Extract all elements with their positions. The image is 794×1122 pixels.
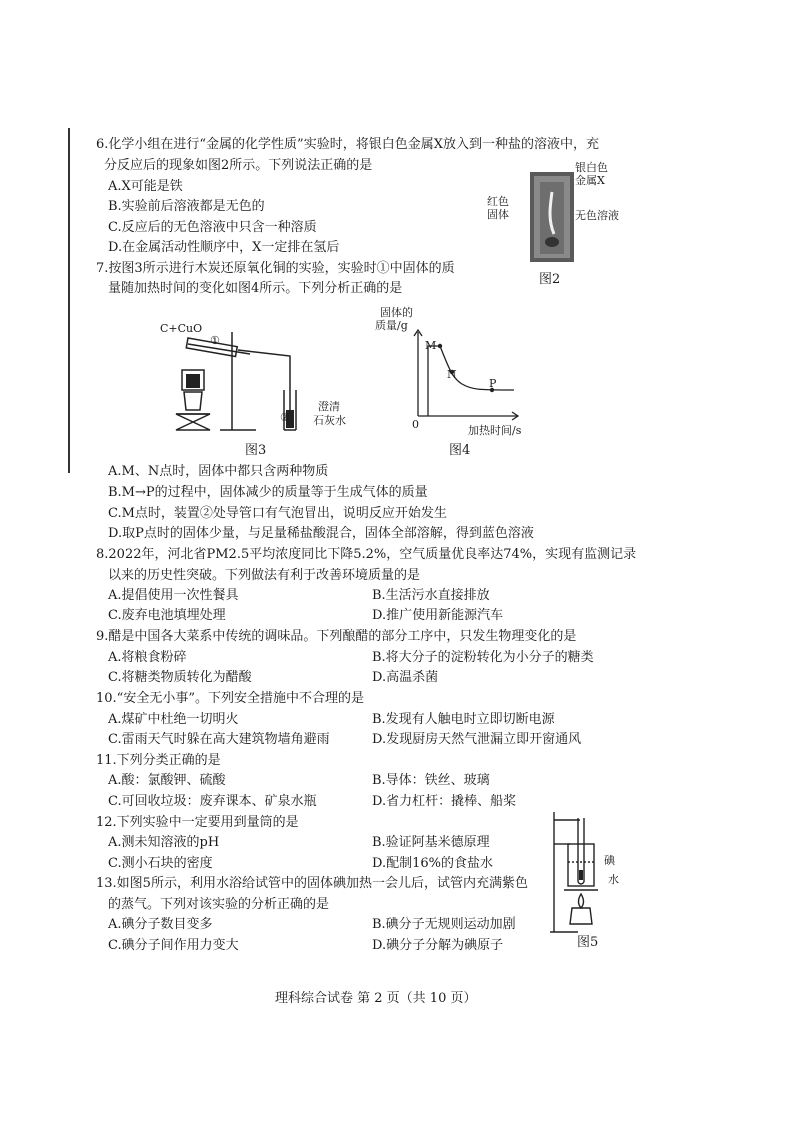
q10-option-b: B.发现有人触电时立即切断电源 xyxy=(372,712,555,727)
q8-option-c: C.废弃电池填埋处理 xyxy=(108,608,226,623)
fig4-curve xyxy=(428,346,514,416)
q13-option-a: A.碘分子数目变多 xyxy=(108,917,213,932)
fig2-caption: 图2 xyxy=(539,272,561,287)
q9-option-a: A.将粮食粉碎 xyxy=(108,650,187,665)
fig4-origin: 0 xyxy=(412,418,419,431)
q7-option-c: C.M点时，装置②处导管口有气泡冒出，说明反应开始发生 xyxy=(108,506,447,521)
figure-3-apparatus xyxy=(160,330,320,440)
q7-stem-line2: 量随加热时间的变化如图4所示。下列分析正确的是 xyxy=(108,281,403,296)
q6-option-d: D.在金属活动性顺序中，X一定排在氢后 xyxy=(108,240,340,255)
q11-option-a: A.酸：氯酸钾、硫酸 xyxy=(108,773,226,788)
fig4-point-m xyxy=(438,344,442,348)
figure-2-photo xyxy=(530,172,574,262)
q6-option-c: C.反应后的无色溶液中只含一种溶质 xyxy=(108,220,317,235)
fig3-label-reagent: C+CuO xyxy=(160,322,203,335)
q10-option-d: D.发现厨房天然气泄漏立即开窗通风 xyxy=(372,732,582,747)
q6-stem-line1: 6.化学小组在进行“金属的化学性质”实验时，将银白色金属X放入到一种盐的溶液中，充 xyxy=(96,137,599,152)
q11-option-c: C.可回收垃圾：废弃课本、矿泉水瓶 xyxy=(108,794,317,809)
q13-stem-line2: 的蒸气。下列对该实验的分析正确的是 xyxy=(108,897,330,912)
fig4-label-m: M xyxy=(425,339,437,352)
fig4-caption: 图4 xyxy=(449,443,471,458)
q9-option-d: D.高温杀菌 xyxy=(372,670,439,685)
fig4-ylabel-2: 质量/g xyxy=(375,319,408,332)
q13-option-d: D.碘分子分解为碘原子 xyxy=(372,938,504,953)
page-footer: 理科综合试卷 第 2 页（共 10 页） xyxy=(275,991,477,1006)
q6-option-b: B.实验前后溶液都是无色的 xyxy=(108,199,265,214)
fig2-label-solution: 无色溶液 xyxy=(575,209,619,222)
fig5-label-water: 水 xyxy=(608,873,619,886)
figure-4-graph xyxy=(400,326,530,426)
q9-option-b: B.将大分子的淀粉转化为小分子的糖类 xyxy=(372,650,594,665)
q12-stem: 12.下列实验中一定要用到量筒的是 xyxy=(96,815,299,830)
fig2-label-solid: 固体 xyxy=(487,208,509,221)
fig3-caption: 图3 xyxy=(245,443,267,458)
q13-option-b: B.碘分子无规则运动加剧 xyxy=(372,917,516,932)
q7-stem-line1: 7.按图3所示进行木炭还原氧化铜的实验，实验时①中固体的质 xyxy=(96,261,455,276)
q11-option-d: D.省力杠杆：撬棒、船桨 xyxy=(372,794,517,809)
q12-option-d: D.配制16%的食盐水 xyxy=(372,856,493,871)
q7-option-a: A.M、N点时，固体中都只含两种物质 xyxy=(108,464,329,479)
fig3-label-lime-2: 石灰水 xyxy=(313,414,346,427)
fig2-label-metal-x: 金属X xyxy=(575,174,605,187)
fig4-label-p: P xyxy=(489,377,497,390)
fig3-label-1: ① xyxy=(210,334,220,347)
q7-option-d: D.取P点时的固体少量，与足量稀盐酸混合，固体全部溶解，得到蓝色溶液 xyxy=(108,526,534,541)
q12-option-a: A.测未知溶液的pH xyxy=(108,835,220,850)
margin-line xyxy=(68,128,70,473)
q13-stem-line1: 13.如图5所示，利用水浴给试管中的固体碘加热一会儿后，试管内充满紫色 xyxy=(96,876,528,891)
q11-option-b: B.导体：铁丝、玻璃 xyxy=(372,773,490,788)
fig5-label-iodine: 碘 xyxy=(604,854,615,867)
fig2-label-red: 红色 xyxy=(487,195,509,208)
figure-5-apparatus xyxy=(548,808,612,936)
fig4-label-n: N xyxy=(447,368,457,381)
q9-stem: 9.醋是中国各大菜系中传统的调味品。下列酿醋的部分工序中，只发生物理变化的是 xyxy=(96,629,577,644)
q13-option-c: C.碘分子间作用力变大 xyxy=(108,938,239,953)
fig4-ylabel-1: 固体的 xyxy=(380,306,413,319)
q10-option-a: A.煤矿中杜绝一切明火 xyxy=(108,712,239,727)
q8-option-b: B.生活污水直接排放 xyxy=(372,588,490,603)
q6-option-a: A.X可能是铁 xyxy=(108,179,183,194)
q10-stem: 10.“安全无小事”。下列安全措施中不合理的是 xyxy=(96,691,364,706)
q11-stem: 11.下列分类正确的是 xyxy=(96,753,221,768)
q8-option-a: A.提倡使用一次性餐具 xyxy=(108,588,239,603)
q8-stem-line1: 8.2022年，河北省PM2.5平均浓度同比下降5.2%，空气质量优良率达74%，实现有监测记录 xyxy=(96,547,637,562)
q12-option-c: C.测小石块的密度 xyxy=(108,856,213,871)
fig2-label-silver: 银白色 xyxy=(575,161,608,174)
fig3-label-2: ② xyxy=(280,411,290,424)
q7-option-b: B.M→P的过程中，固体减少的质量等于生成气体的质量 xyxy=(108,485,428,500)
q8-stem-line2: 以来的历史性突破。下列做法有利于改善环境质量的是 xyxy=(108,568,421,583)
q12-option-b: B.验证阿基米德原理 xyxy=(372,835,490,850)
q6-stem-line2: 分反应后的现象如图2所示。下列说法正确的是 xyxy=(104,158,373,173)
q10-option-c: C.雷雨天气时躲在高大建筑物墙角避雨 xyxy=(108,732,330,747)
fig5-caption: 图5 xyxy=(577,935,599,950)
fig3-label-lime-1: 澄清 xyxy=(318,400,340,413)
q9-option-c: C.将糖类物质转化为醋酸 xyxy=(108,670,252,685)
fig4-xlabel: 加热时间/s xyxy=(468,424,522,437)
q8-option-d: D.推广使用新能源汽车 xyxy=(372,608,504,623)
